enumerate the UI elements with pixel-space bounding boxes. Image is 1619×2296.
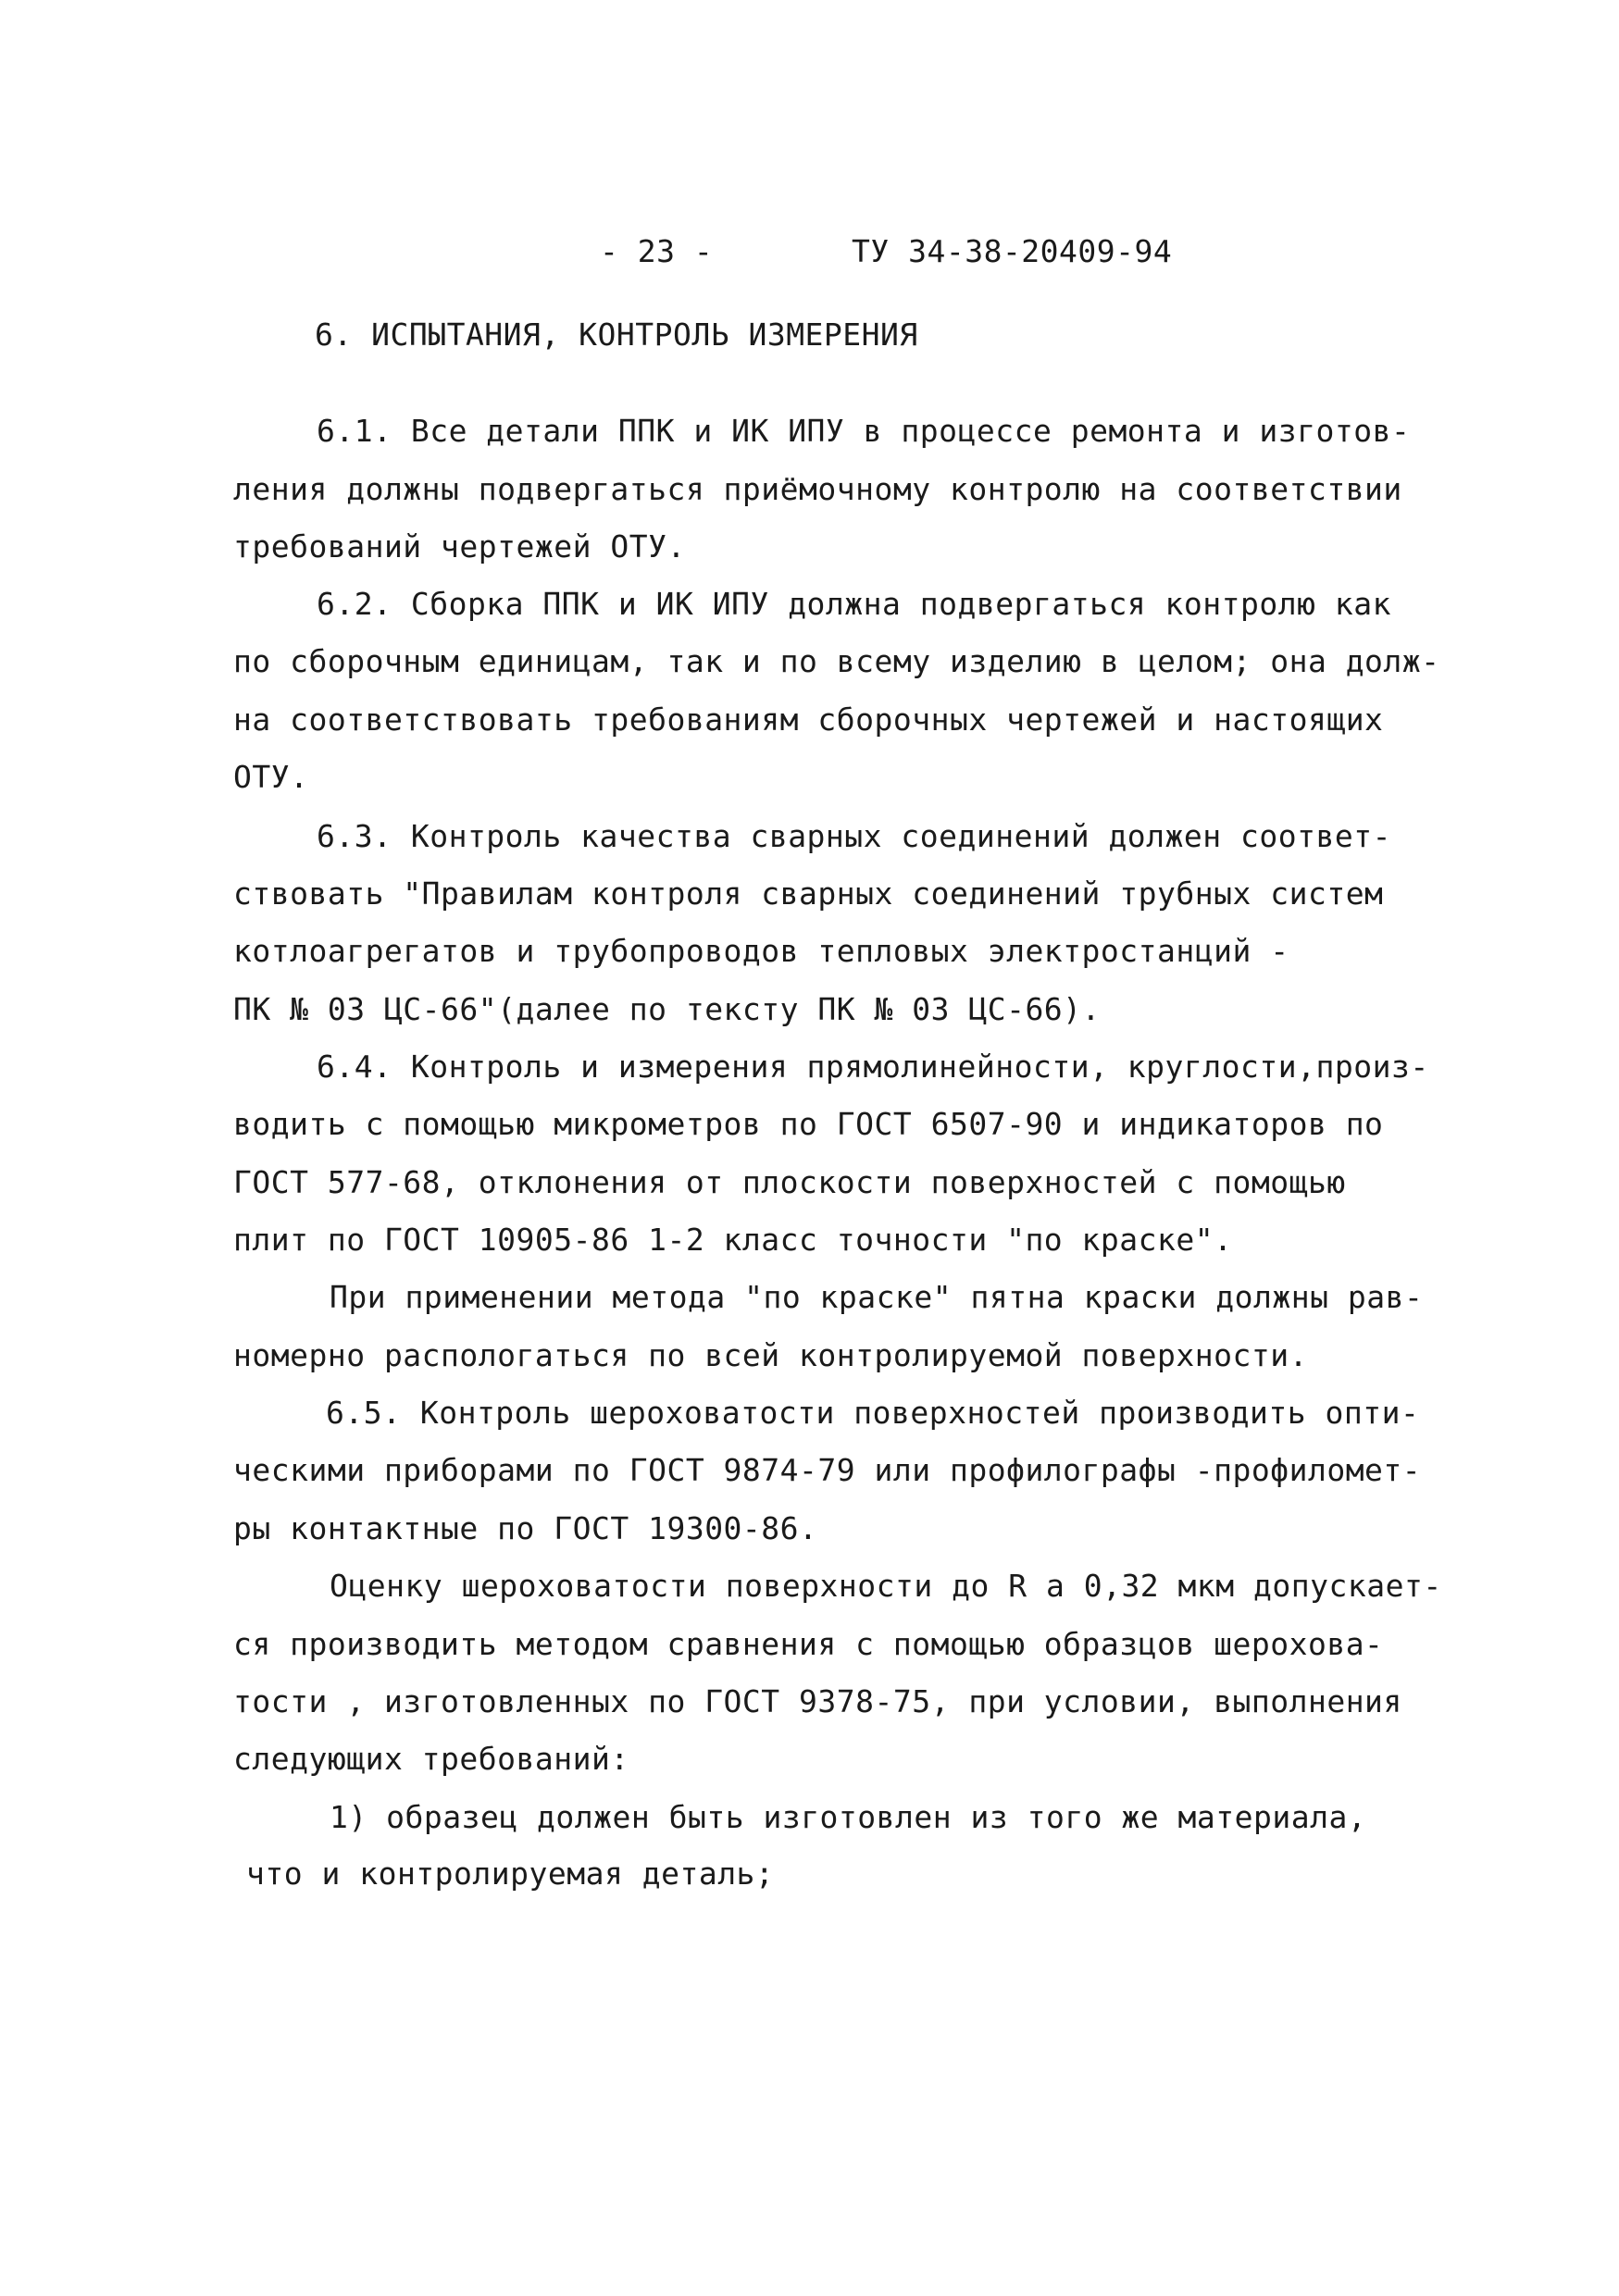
text-line: ГОСТ 577-68, отклонения от плоскости поверхностей с помощью <box>233 1164 1346 1200</box>
page-number: - 23 - <box>600 233 714 269</box>
text-line: При применении метода "по краске" пятна краски должны рав- <box>330 1279 1424 1315</box>
text-line: ПК № 03 ЦС-66"(далее по тексту ПК № 03 ЦС-66). <box>233 991 1101 1027</box>
text-line: 6.2. Сборка ППК и ИК ИПУ должна подвергаться контролю как <box>317 586 1391 622</box>
text-line: Оценку шероховатости поверхности до R а 0,32 мкм допускает- <box>330 1568 1442 1604</box>
text-line: тости , изготовленных по ГОСТ 9378-75, при условии, выполнения <box>233 1683 1402 1719</box>
text-line: ОТУ. <box>233 759 309 795</box>
text-line: водить с помощью микрометров по ГОСТ 6507-90 и индикаторов по <box>233 1106 1384 1142</box>
text-line: следующих требований: <box>233 1741 629 1777</box>
text-line: 6.5. Контроль шероховатости поверхностей производить опти- <box>326 1395 1420 1431</box>
text-line: требований чертежей ОТУ. <box>233 528 686 565</box>
text-line: 6.3. Контроль качества сварных соединений должен соответ- <box>317 818 1391 854</box>
text-line: на соответствовать требованиям сборочных чертежей и настоящих <box>233 701 1384 738</box>
text-line: ствовать "Правилам контроля сварных соединений трубных систем <box>233 875 1384 912</box>
text-line: 6.1. Все детали ППК и ИК ИПУ в процессе ремонта и изготов- <box>317 413 1411 449</box>
text-line: ческими приборами по ГОСТ 9874-79 или профилографы -профиломет- <box>233 1452 1422 1488</box>
text-line: по сборочным единицам, так и по всему изделию в целом; она долж- <box>233 643 1440 679</box>
text-line: 6.4. Контроль и измерения прямолинейности, круглости,произ- <box>317 1049 1429 1085</box>
text-line: плит по ГОСТ 10905-86 1-2 класс точности "по краске". <box>233 1222 1233 1258</box>
text-line: котлоагрегатов и трубопроводов тепловых электростанций - <box>233 933 1289 969</box>
text-line: 1) образец должен быть изготовлен из того же материала, <box>330 1799 1367 1835</box>
document-code: ТУ 34-38-20409-94 <box>852 233 1173 269</box>
text-line: ры контактные по ГОСТ 19300-86. <box>233 1510 818 1546</box>
text-line: ления должны подвергаться приёмочному контролю на соответствии <box>233 471 1402 507</box>
text-line: что и контролируемая деталь; <box>246 1855 775 1892</box>
text-line: номерно распологаться по всей контролируемой поверхности. <box>233 1337 1308 1373</box>
text-line: ся производить методом сравнения с помощью образцов шерохова- <box>233 1626 1384 1662</box>
section-title: 6. ИСПЫТАНИЯ, КОНТРОЛЬ ИЗМЕРЕНИЯ <box>315 316 918 353</box>
